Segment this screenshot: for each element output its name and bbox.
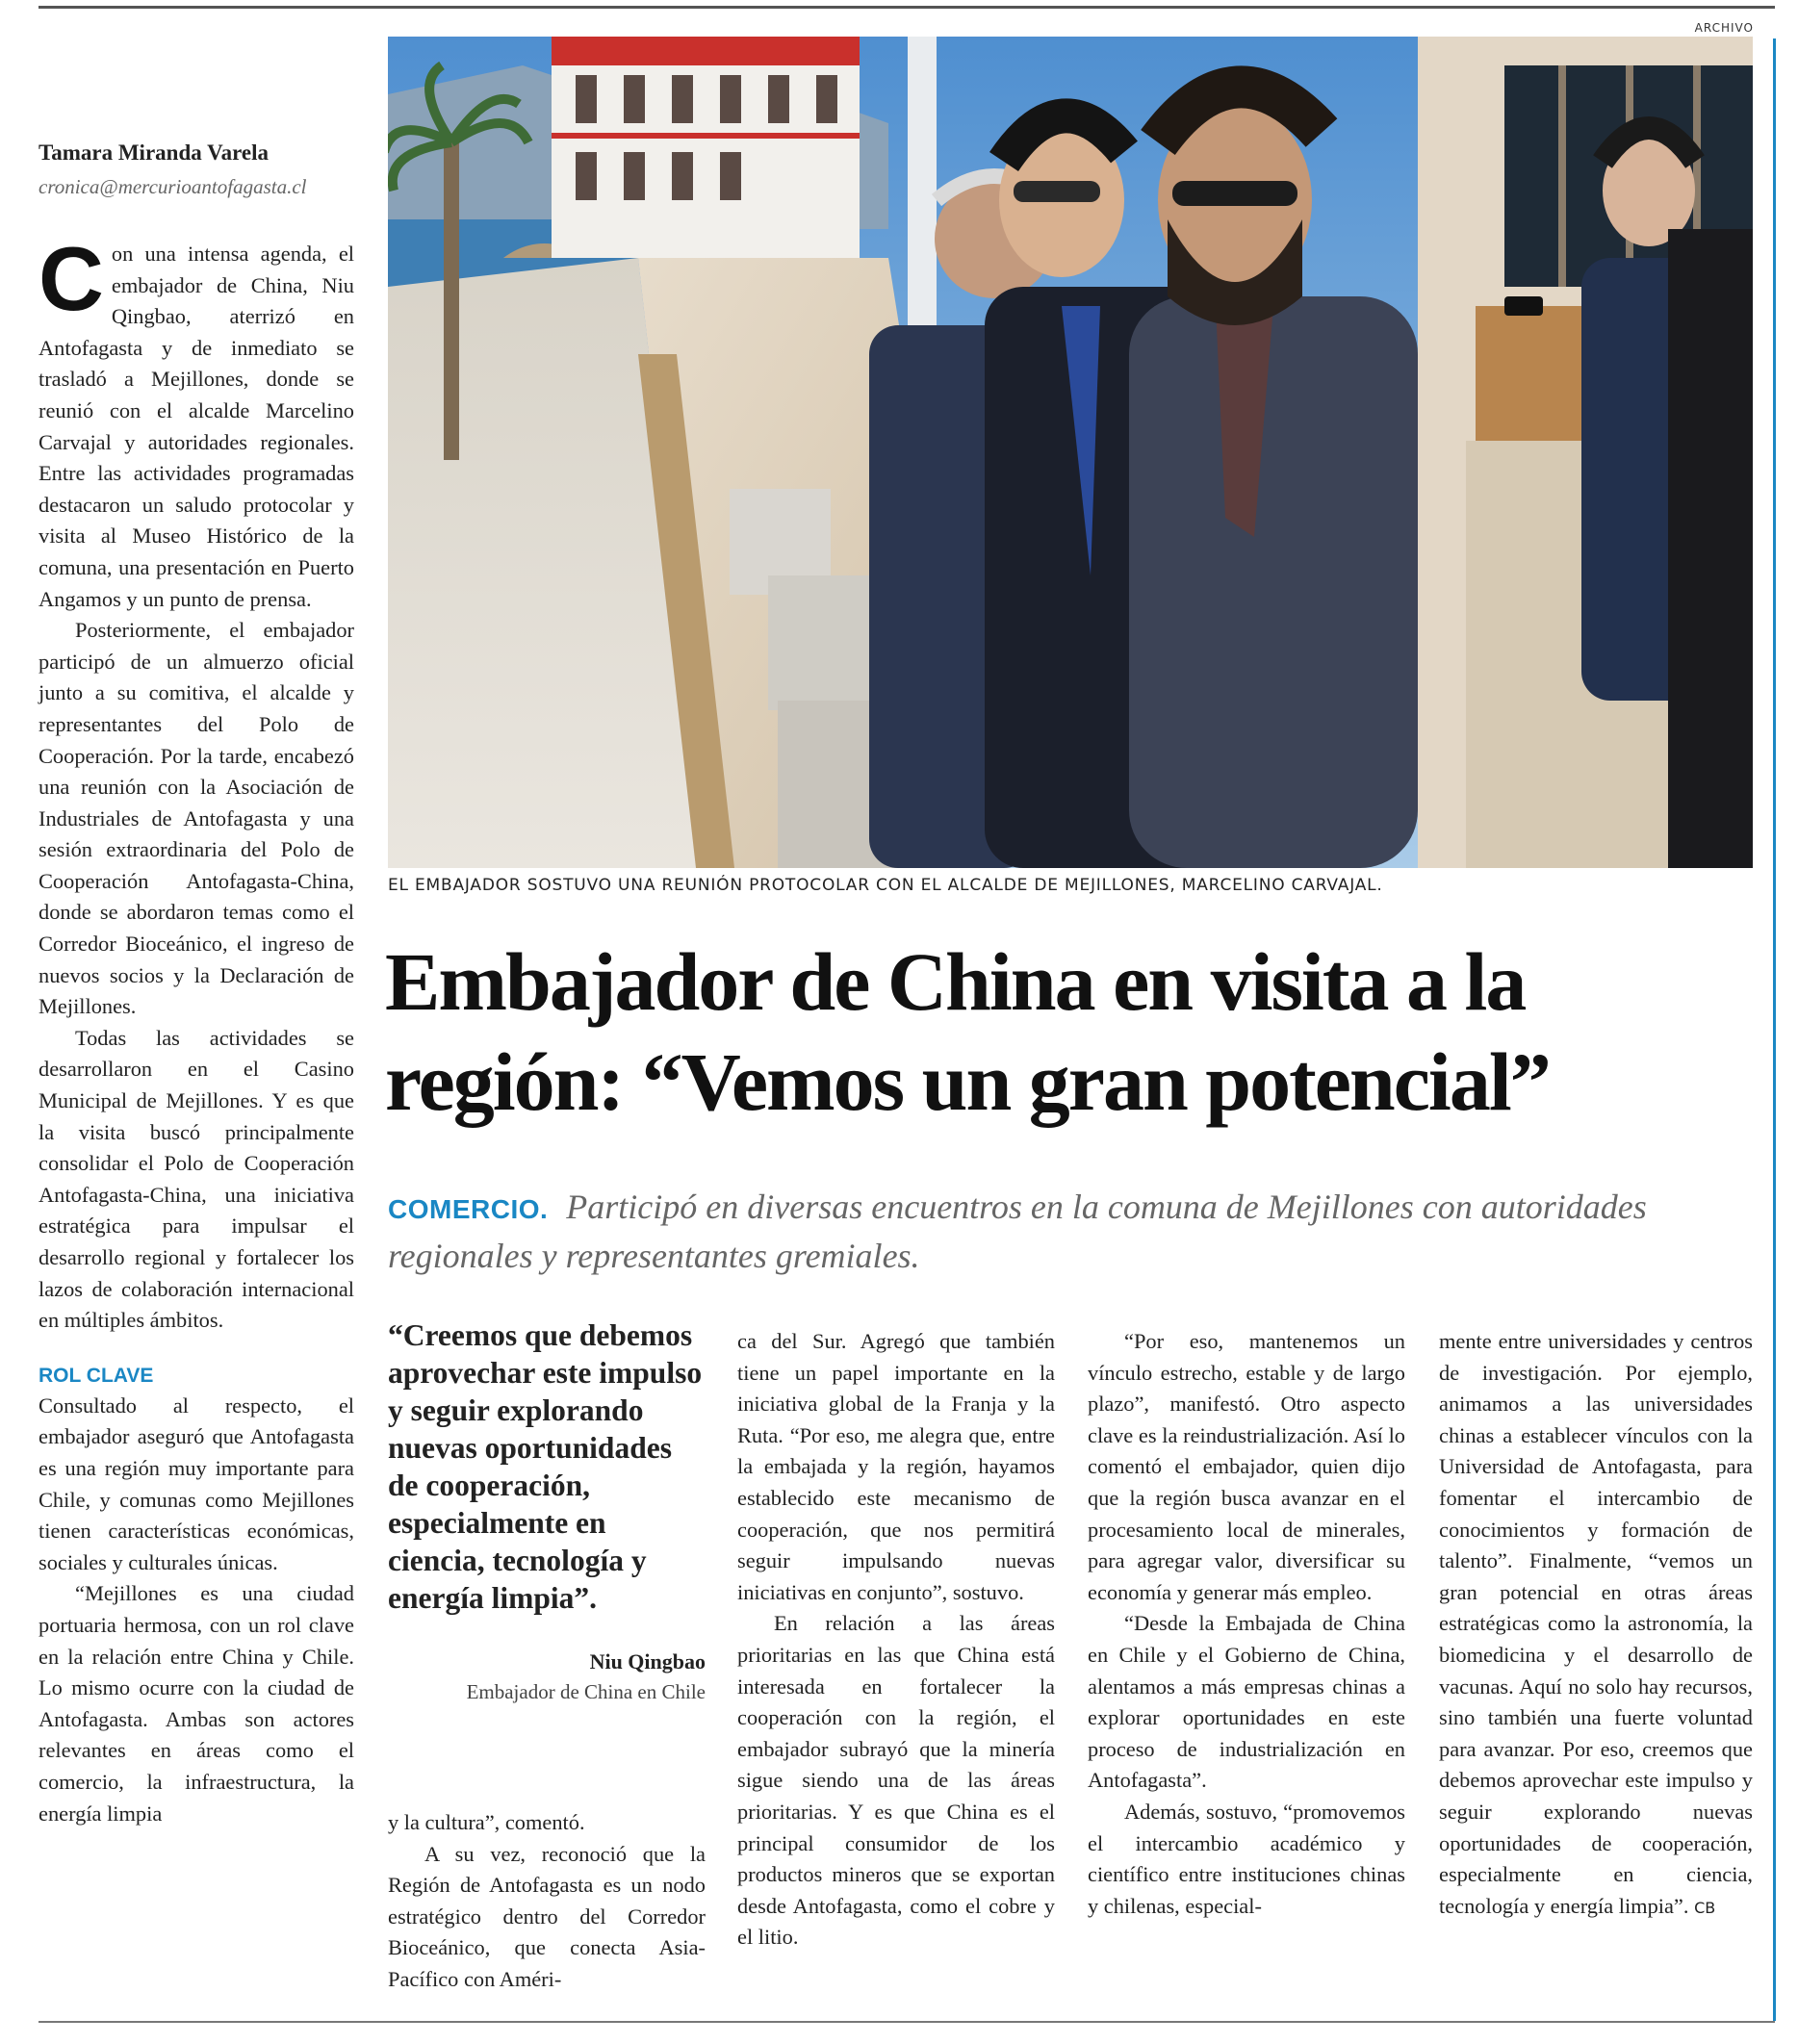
section-accent-bar — [1773, 38, 1776, 2021]
article-paragraph: “Por eso, mantenemos un vínculo estrecho, estable y de largo plazo”, manifestó. Otro aspecto clave es la reindustrialización. Así lo comentó el embajador, quien dijo que la región busca avanzar en el procesamiento local de minerales, para agregar valor, diversificar su economía y generar más empleo. — [1088, 1329, 1405, 1604]
drop-cap: C — [39, 228, 104, 329]
article-paragraph: Además, sostuvo, “promovemos el intercambio académico y científico entre instituciones chinas y chilenas, especial- — [1088, 1799, 1405, 1918]
article-column-2 — [388, 1807, 706, 1996]
kicker — [388, 1184, 1755, 1279]
article-column-3 — [737, 1326, 1055, 1954]
article-paragraph-text: mente entre universidades y centros de investigación. Por ejemplo, animamos a las universidades chinas a establecer vínculos con la Universidad de Antofagasta, para fomentar el intercambio de conocimientos y formación de talento”. Finalmente, “vemos un gran potencial en otras áreas estratégicas como la astronomía, la biomedicina y el desarrollo de vacunas. Aquí no solo hay recursos, sino también una fuerte voluntad para avanzar. Por eso, creemos que debemos aprovechar este impulso y seguir explorando nuevas oportunidades de cooperación, especialmente en ciencia, tecnología y energía limpia”. — [1439, 1329, 1753, 1918]
article-column-4 — [1088, 1326, 1405, 1922]
article-column-1 — [39, 228, 354, 1829]
article-paragraph: Consultado al respecto, el embajador aseguró que Antofagasta es una región muy importante para Chile, y comunas como Mejillones tienen características económicas, sociales y culturales únicas. — [39, 1392, 354, 1574]
pull-quote — [388, 1316, 706, 1704]
article-paragraph: En relación a las áreas prioritarias en las que China está interesada en fortalecer la cooperación con la región, el embajador subrayó que la minería sigue siendo una de las áreas prioritarias. Y es que China es el principal consumidor de los productos mineros que se exportan desde Antofagasta, como el cobre y el litio. — [737, 1611, 1055, 1950]
article-paragraph — [1439, 1326, 1753, 1924]
photo-caption: EL EMBAJADOR SOSTUVO UNA REUNIÓN PROTOCOLAR CON EL ALCALDE DE MEJILLONES, MARCELINO CARVAJAL. — [388, 876, 1383, 895]
pull-quote-name: Niu Qingbao — [589, 1649, 706, 1674]
byline-author: Tamara Miranda Varela — [39, 141, 269, 165]
pull-quote-text: “Creemos que debemos aprovechar este impulso y seguir explorando nuevas oportunidades de cooperación, especialmente en ciencia, tecnología y energía limpia”. — [388, 1318, 703, 1615]
article-photo — [388, 37, 1753, 868]
headline: Embajador de China en visita a la región: “Vemos un gran potencial” — [385, 935, 1550, 1128]
article-paragraph: A su vez, reconoció que la Región de Antofagasta es un nodo estratégico dentro del Corredor Bioceánico, que conecta Asia-Pacífico con Améri- — [388, 1841, 706, 1991]
article-paragraph: ca del Sur. Agregó que también tiene un papel importante en la iniciativa global de la Franja y la Ruta. “Por eso, me alegra que, entre la embajada y la región, hayamos establecido este mecanismo de cooperación, que nos permitirá seguir impulsando nuevas iniciativas en conjunto”, sostuvo. — [737, 1329, 1055, 1604]
article-paragraph: “Desde la Embajada de China en Chile y el Gobierno de China, alentamos a más empresas chinas a explorar oportunidades en este proceso de industrialización en Antofagasta”. — [1088, 1611, 1405, 1793]
article-paragraph: Todas las actividades se desarrollaron en el Casino Municipal de Mejillones. Y es que la visita buscó principalmente consolidar el Polo de Cooperación Antofagasta-China, una iniciativa estratégica para impulsar el desarrollo regional y fortalecer los lazos de colaboración internacional en múltiples ámbitos. — [39, 1025, 354, 1333]
article-paragraph: “Mejillones es una ciudad portuaria hermosa, con un rol clave en la relación entre China y Chile. Lo mismo ocurre con la ciudad de Antofagasta. Ambas son actores relevantes en áreas como el comercio, la infraestructura, la energía limpia — [39, 1581, 354, 1826]
byline-email: cronica@mercurioantofagasta.cl — [39, 175, 307, 198]
article-paragraph: y la cultura”, comentó. — [388, 1810, 585, 1834]
bottom-rule — [39, 2021, 1775, 2023]
article-lead: on una intensa agenda, el embajador de China, Niu Qingbao, aterrizó en Antofagasta y de inmediato se trasladó a Mejillones, donde se reunió con el alcalde Marcelino Carvajal y autoridades regionales. Entre las actividades programadas destacaron un saludo protocolar y visita al Museo Histórico de la comuna, una presentación en Puerto Angamos y un punto de prensa. — [39, 242, 354, 611]
article-column-5 — [1439, 1326, 1753, 1924]
section-tag: COMERCIO. — [388, 1194, 549, 1224]
end-mark: CB — [1694, 1898, 1716, 1917]
photo-credit: ARCHIVO — [1694, 21, 1754, 35]
top-rule — [39, 6, 1775, 9]
pull-quote-role: Embajador de China en Chile — [466, 1680, 706, 1703]
section-subhead: ROL CLAVE — [39, 1364, 154, 1387]
article-paragraph: Posteriormente, el embajador participó de un almuerzo oficial junto a su comitiva, el alcalde y representantes del Polo de Cooperación. Por la tarde, encabezó una reunión con la Asociación de Industriales de Antofagasta y una sesión extraordinaria del Polo de Cooperación Antofagasta-China, donde se abordaron temas como el Corredor Bioceánico, el ingreso de nuevos socios y la Declaración de Mejillones. — [39, 618, 354, 1019]
kicker-text: Participó en diversas encuentros en la comuna de Mejillones con autoridades regionales y representantes gremiales. — [388, 1188, 1647, 1275]
